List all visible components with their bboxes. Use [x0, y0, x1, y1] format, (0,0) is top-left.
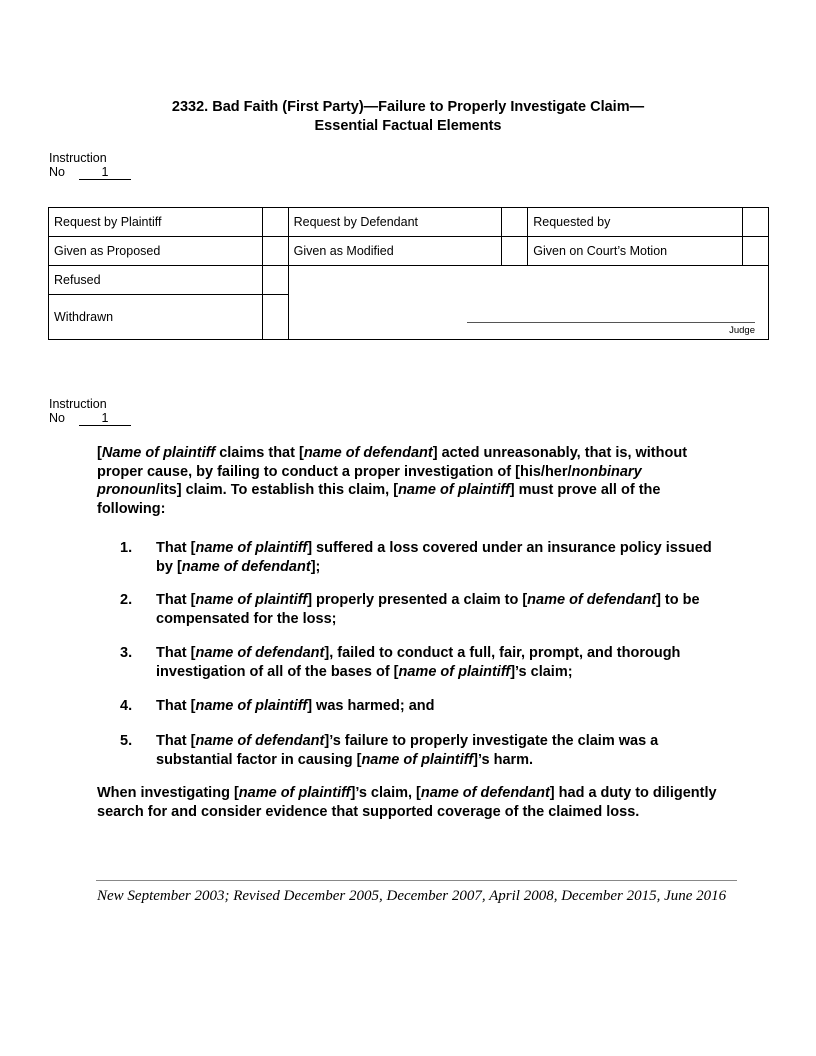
given-as-proposed-checkbox[interactable] [262, 237, 288, 266]
footer-divider [96, 880, 737, 881]
given-as-modified-label: Given as Modified [288, 237, 502, 266]
given-on-courts-motion-label: Given on Court’s Motion [528, 237, 743, 266]
instruction-number-top [49, 151, 131, 180]
history-note: New September 2003; Revised December 2005, December 2007, April 2008, December 2015, June 2016 [97, 888, 727, 904]
closing-paragraph: When investigating [name of plaintiff]’s claim, [name of defendant] had a duty to diligently search for and consider evidence that supported coverage of the claimed loss. [97, 785, 717, 820]
given-as-modified-checkbox[interactable] [502, 237, 528, 266]
intro-paragraph: [Name of plaintiff claims that [name of defendant] acted unreasonably, that is, without proper cause, by failing to conduct a proper investigation of [his/her/nonbinary pronoun/its] claim. To establish this claim, [name of plaintiff] must prove all of the following: [97, 445, 688, 517]
instruction-number-bottom [49, 397, 131, 426]
instruction-label: Instruction [49, 151, 107, 165]
no-label: No [49, 411, 65, 425]
instruction-label: Instruction [49, 397, 107, 411]
judge-signature-line [467, 322, 755, 323]
no-label: No [49, 165, 65, 179]
requested-by-label: Requested by [528, 208, 743, 237]
instruction-no-value: 1 [79, 412, 131, 426]
refused-checkbox[interactable] [262, 266, 288, 295]
judge-signature-area[interactable] [288, 266, 768, 340]
request-by-defendant-label: Request by Defendant [288, 208, 502, 237]
instruction-no-value: 1 [79, 166, 131, 180]
withdrawn-checkbox[interactable] [262, 295, 288, 340]
request-table [48, 207, 769, 340]
given-on-courts-motion-checkbox[interactable] [743, 237, 769, 266]
judge-label: Judge [729, 325, 755, 336]
request-by-plaintiff-label: Request by Plaintiff [49, 208, 263, 237]
request-by-defendant-checkbox[interactable] [502, 208, 528, 237]
title-line-2: Essential Factual Elements [314, 118, 502, 134]
request-by-plaintiff-checkbox[interactable] [262, 208, 288, 237]
requested-by-checkbox[interactable] [743, 208, 769, 237]
page-title [0, 98, 816, 136]
refused-label: Refused [49, 266, 263, 295]
elements-list: 1. That [name of plaintiff] suffered a loss covered under an insurance policy issued by [name of defendant]; 2. That [name of plaintiff] properly presented a claim to [name of defendant] to be compensated for the loss; 3. That [name of defendant], failed to conduct a full, fair, prompt, and thorough investigation of all of the bases of [name of plaintiff]’s claim; 4. That [name of plaintiff] was harmed; and 5. That [name of defendant]’s failure to properly investigate the claim was a substantial factor in causing [name of plaintiff]’s harm. [120, 540, 712, 768]
title-line-1: 2332. Bad Faith (First Party)—Failure to Properly Investigate Claim— [171, 99, 645, 115]
given-as-proposed-label: Given as Proposed [49, 237, 263, 266]
withdrawn-label: Withdrawn [49, 295, 263, 340]
